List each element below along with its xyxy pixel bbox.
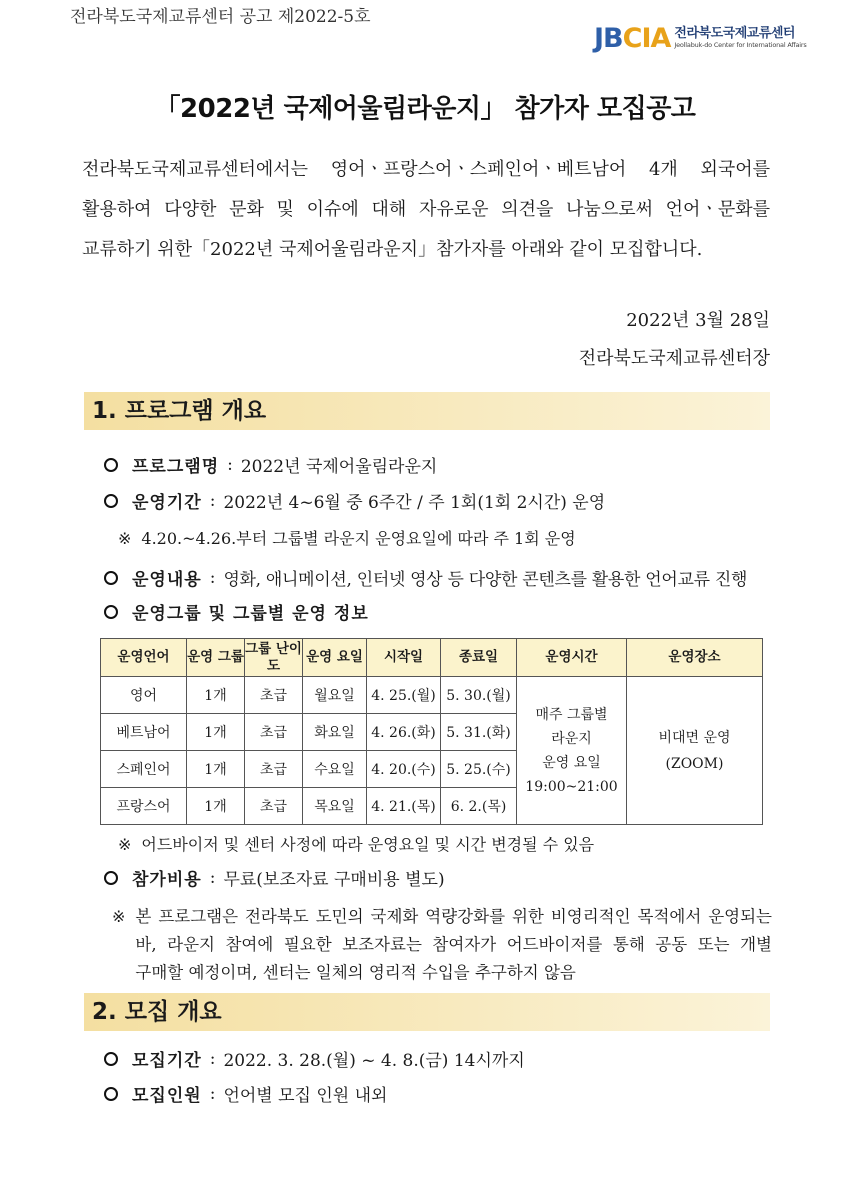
page-title: 「2022년 국제어울림라운지」 참가자 모집공고 — [154, 94, 696, 124]
circle-bullet-icon — [104, 871, 118, 885]
operation-period-item: 운영기간 : 2022년 4~6월 중 6주간 / 주 1회(1회 2시간) 운영 — [104, 488, 605, 513]
intro-paragraph: 전라북도국제교류센터에서는 영어ㆍ프랑스어ㆍ스페인어ㆍ베트남어 4개 외국어를 활용하여 다양한 문화 및 이슈에 대해 자유로운 의견을 나눔으로써 언어ㆍ문화를 교류하기 위한「2022년 국제어울림라운지」참가자를 아래와 같이 모집합니다. — [82, 159, 770, 260]
table-header-cell: 그룹 난이도 — [245, 639, 303, 677]
recruit-period-item: 모집기간 : 2022. 3. 28.(월) ~ 4. 8.(금) 14시까지 — [104, 1046, 525, 1071]
operating-place-cell: 비대면 운영 (ZOOM) — [627, 677, 763, 825]
table-cell: 프랑스어 — [101, 788, 187, 825]
table-cell: 1개 — [187, 714, 245, 751]
fee-note: ※ 본 프로그램은 전라북도 도민의 국제화 역량강화를 위한 비영리적인 목적에서 운영되는 바, 라운지 참여에 필요한 보조자료는 참여자가 어드바이저를 통해 공동 또는 개별 구매할 예정이며, 센터는 일체의 영리적 수입을 추구하지 않음 — [112, 907, 772, 982]
table-cell: 5. 31.(화) — [441, 714, 517, 751]
fee-item: 참가비용 : 무료(보조자료 구매비용 별도) — [104, 865, 445, 890]
table-cell: 목요일 — [303, 788, 367, 825]
table-header-cell: 운영 요일 — [303, 639, 367, 677]
table-cell: 수요일 — [303, 751, 367, 788]
table-cell: 월요일 — [303, 677, 367, 714]
circle-bullet-icon — [104, 1087, 118, 1101]
table-cell: 4. 20.(수) — [367, 751, 441, 788]
table-cell: 화요일 — [303, 714, 367, 751]
logo-name-en: Jeollabuk-do Center for International Affairs — [674, 41, 807, 50]
table-cell: 1개 — [187, 788, 245, 825]
period-note: ※ 4.20.~4.26.부터 그룹별 라운지 운영요일에 따라 주 1회 운영 — [118, 529, 576, 548]
notice-number: 전라북도국제교류센터 공고 제2022-5호 — [70, 7, 371, 27]
groups-title-item: 운영그룹 및 그룹별 운영 정보 — [104, 599, 369, 624]
table-header-cell: 시작일 — [367, 639, 441, 677]
table-cell: 영어 — [101, 677, 187, 714]
table-header-cell: 운영시간 — [517, 639, 627, 677]
recruit-count-item: 모집인원 : 언어별 모집 인원 내외 — [104, 1081, 387, 1106]
table-cell: 4. 25.(월) — [367, 677, 441, 714]
table-row — [101, 677, 763, 714]
table-cell: 4. 21.(목) — [367, 788, 441, 825]
table-cell: 초급 — [245, 751, 303, 788]
table-cell: 1개 — [187, 677, 245, 714]
logo-mark: JBCIA — [594, 22, 671, 54]
program-name-item: 프로그램명 : 2022년 국제어울림라운지 — [104, 452, 437, 477]
jbcia-logo — [594, 20, 816, 56]
table-cell: 베트남어 — [101, 714, 187, 751]
table-cell: 초급 — [245, 714, 303, 751]
circle-bullet-icon — [104, 1052, 118, 1066]
table-cell: 5. 30.(월) — [441, 677, 517, 714]
table-cell: 초급 — [245, 677, 303, 714]
table-header-cell: 운영장소 — [627, 639, 763, 677]
table-cell: 초급 — [245, 788, 303, 825]
section-heading-recruitment: 2. 모집 개요 — [84, 993, 770, 1031]
notice-date: 2022년 3월 28일 — [626, 310, 770, 331]
circle-bullet-icon — [104, 571, 118, 585]
group-schedule-table — [100, 638, 763, 825]
operation-content-item: 운영내용 : 영화, 애니메이션, 인터넷 영상 등 다양한 콘텐츠를 활용한 언어교류 진행 — [104, 565, 747, 590]
signer: 전라북도국제교류센터장 — [578, 348, 770, 369]
table-cell: 1개 — [187, 751, 245, 788]
table-header-cell: 운영언어 — [101, 639, 187, 677]
table-header-cell: 운영 그룹 — [187, 639, 245, 677]
circle-bullet-icon — [104, 605, 118, 619]
operating-time-cell: 매주 그룹별 라운지 운영 요일 19:00~21:00 — [517, 677, 627, 825]
table-header-row — [101, 639, 763, 677]
table-cell: 4. 26.(화) — [367, 714, 441, 751]
table-cell: 스페인어 — [101, 751, 187, 788]
table-note: ※ 어드바이저 및 센터 사정에 따라 운영요일 및 시간 변경될 수 있음 — [118, 835, 595, 854]
table-cell: 6. 2.(목) — [441, 788, 517, 825]
section-heading-program: 1. 프로그램 개요 — [84, 392, 770, 430]
logo-name-ko: 전라북도국제교류센터 — [674, 26, 795, 42]
table-cell: 5. 25.(수) — [441, 751, 517, 788]
circle-bullet-icon — [104, 458, 118, 472]
circle-bullet-icon — [104, 494, 118, 508]
table-header-cell: 종료일 — [441, 639, 517, 677]
